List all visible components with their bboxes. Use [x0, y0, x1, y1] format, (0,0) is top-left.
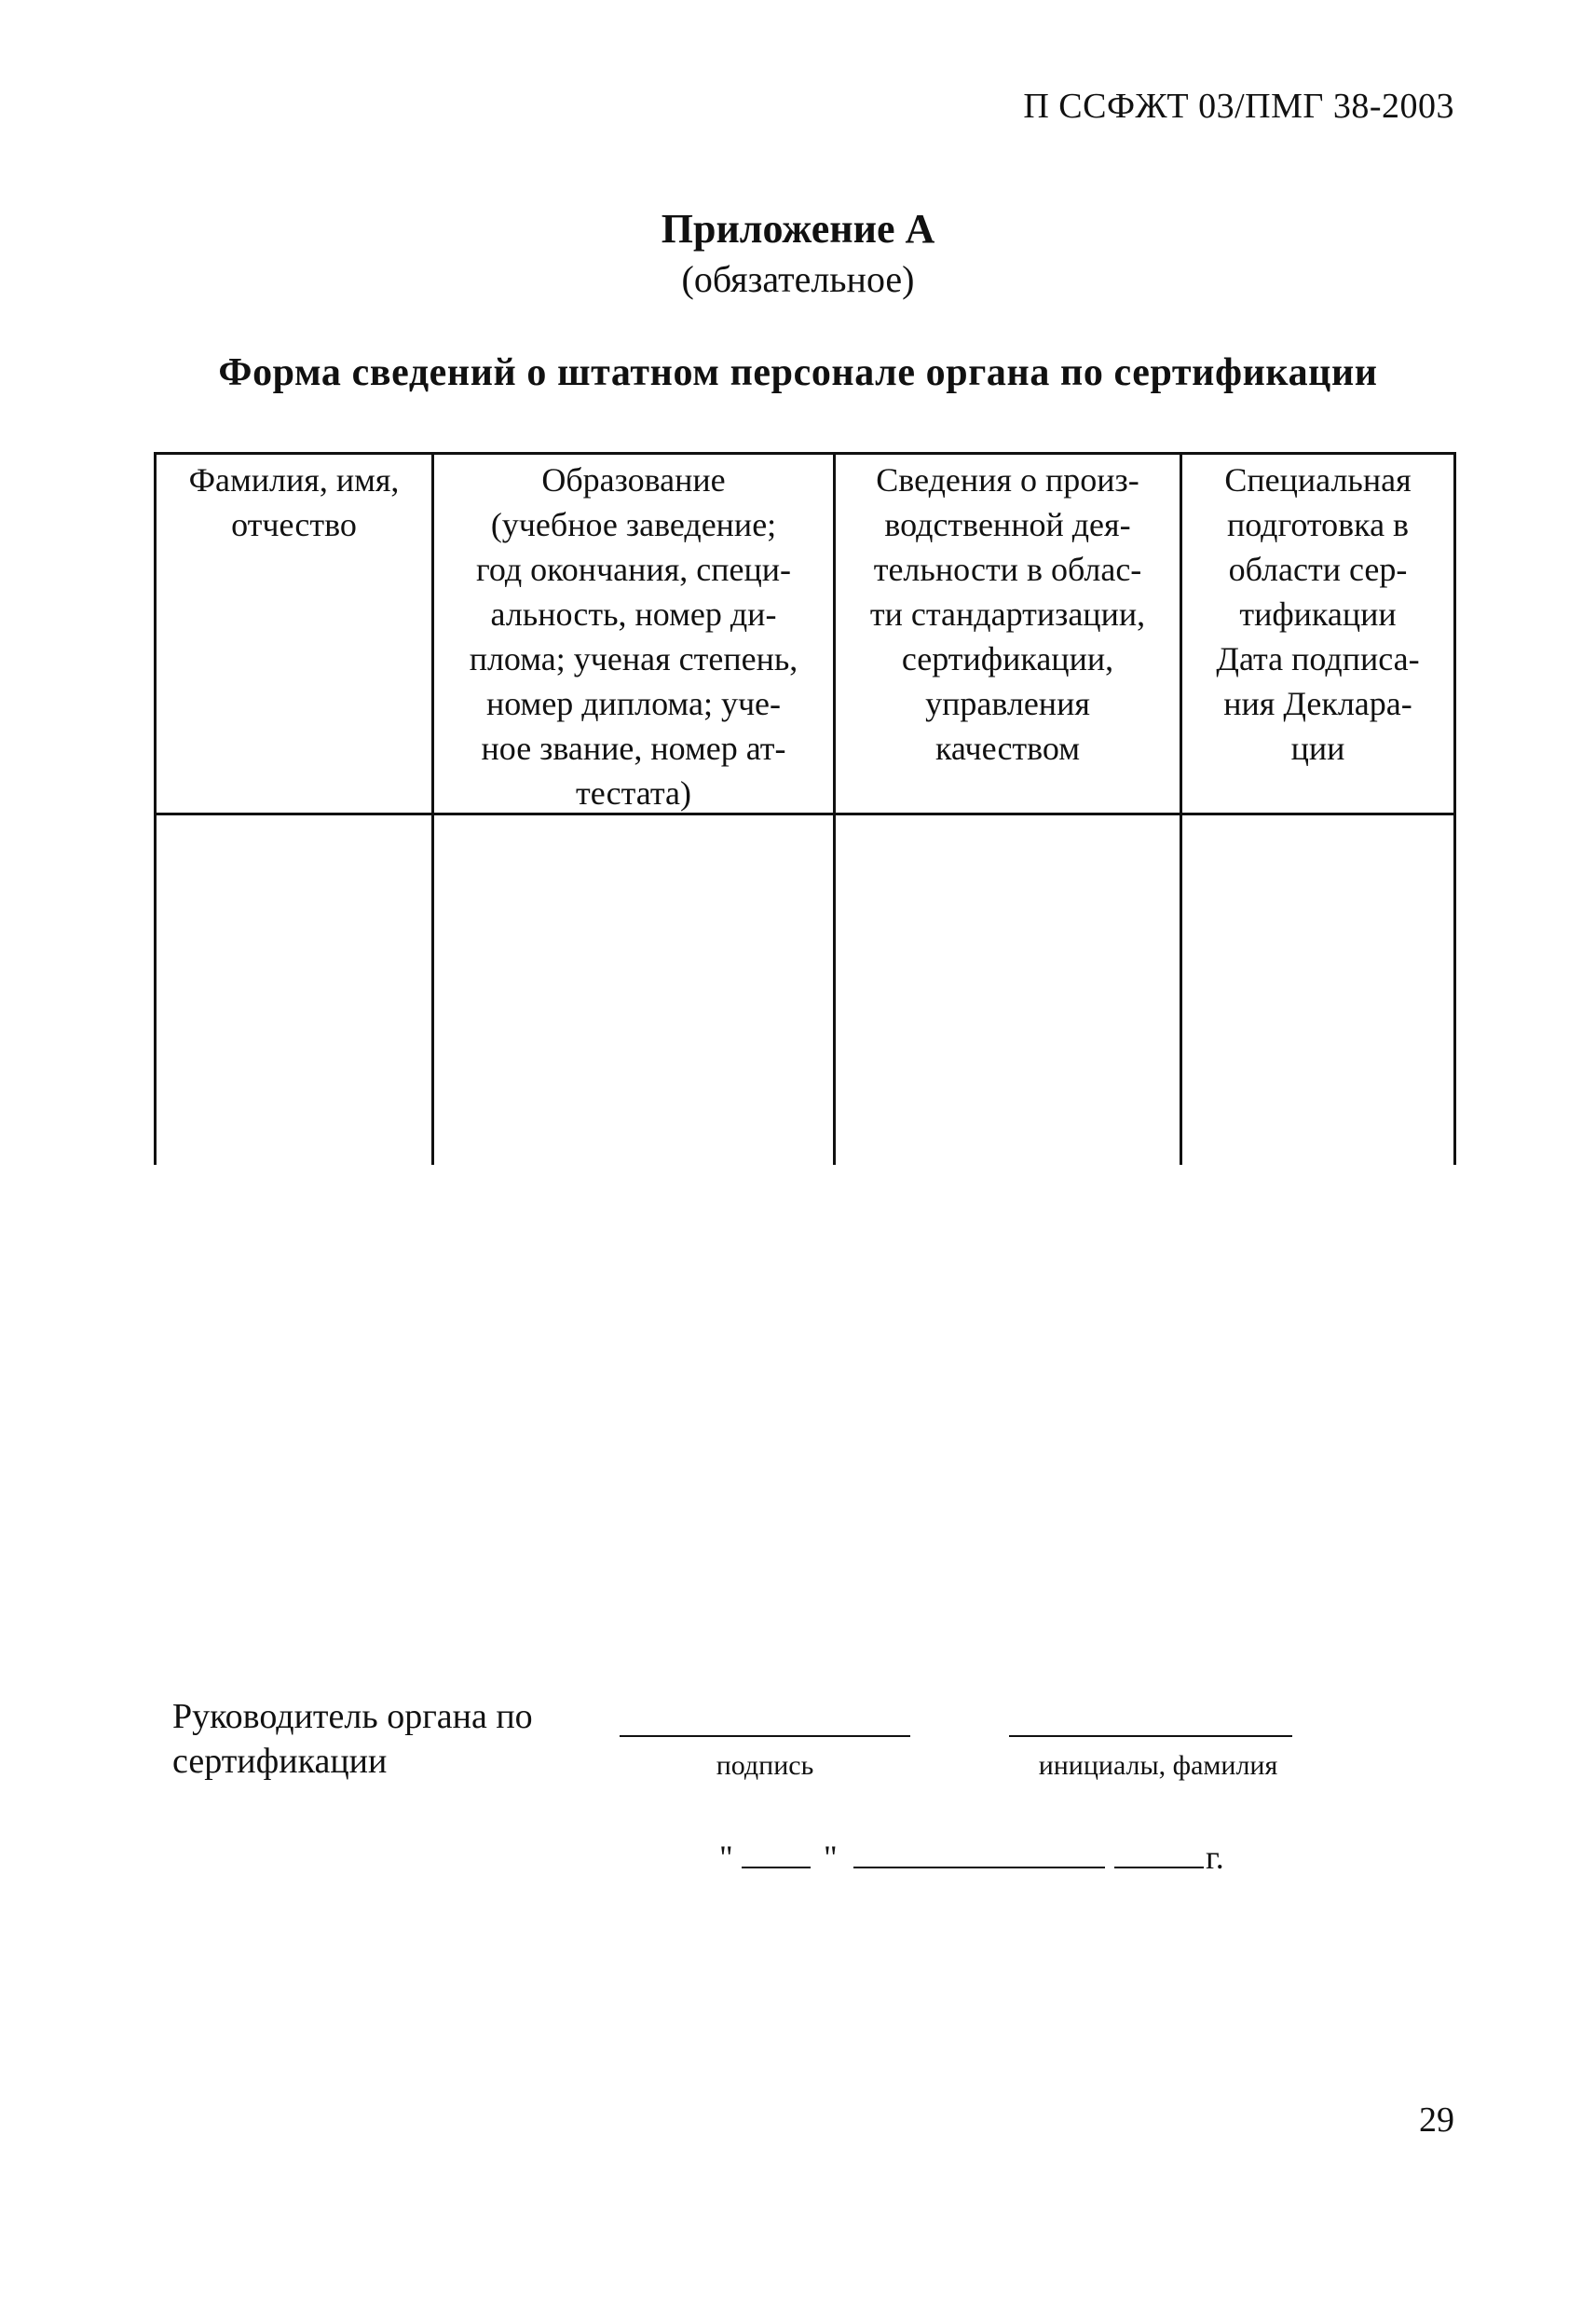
date-day-line	[742, 1867, 811, 1868]
form-title: Форма сведений о штатном персонале органа по сертификации	[218, 351, 1378, 394]
page-number: 29	[1419, 2100, 1454, 2140]
date-close-quote: "	[824, 1839, 838, 1876]
table-top-border	[154, 452, 1456, 455]
date-year-line	[1114, 1867, 1204, 1868]
table-data-row	[157, 815, 1453, 1165]
column-header-special-training: Специальная подготовка в области сер- тификации Дата подписа- ния Деклара- ции	[1216, 461, 1420, 767]
column-header-education: Образование (учебное заведение; год окончания, специ- альность, номер ди- плома; ученая степень, номер диплома; уче- ное звание, номер ат- тестата)	[469, 461, 798, 812]
document-code: П ССФЖТ 03/ПМГ 38-2003	[1023, 87, 1454, 126]
signature-position-label: Руководитель органа по сертификации	[172, 1697, 533, 1781]
column-header-work-experience: Сведения о произ- водственной дея- тельности в облас- ти стандартизации, сертификации, управления качеством	[869, 461, 1146, 767]
appendix-status: (обязательное)	[681, 258, 915, 300]
staff-table	[154, 452, 1456, 1165]
date-year-suffix: г.	[1206, 1839, 1224, 1876]
date-month-line	[853, 1867, 1105, 1868]
signature-caption: подпись	[716, 1750, 814, 1781]
date-open-quote: "	[719, 1839, 733, 1876]
table-right-border	[1453, 452, 1456, 1165]
appendix-title: Приложение А	[661, 206, 935, 252]
signature-line	[620, 1735, 910, 1737]
name-caption: инициалы, фамилия	[1038, 1750, 1278, 1781]
column-header-full-name: Фамилия, имя, отчество	[188, 461, 400, 543]
name-line	[1009, 1735, 1292, 1737]
